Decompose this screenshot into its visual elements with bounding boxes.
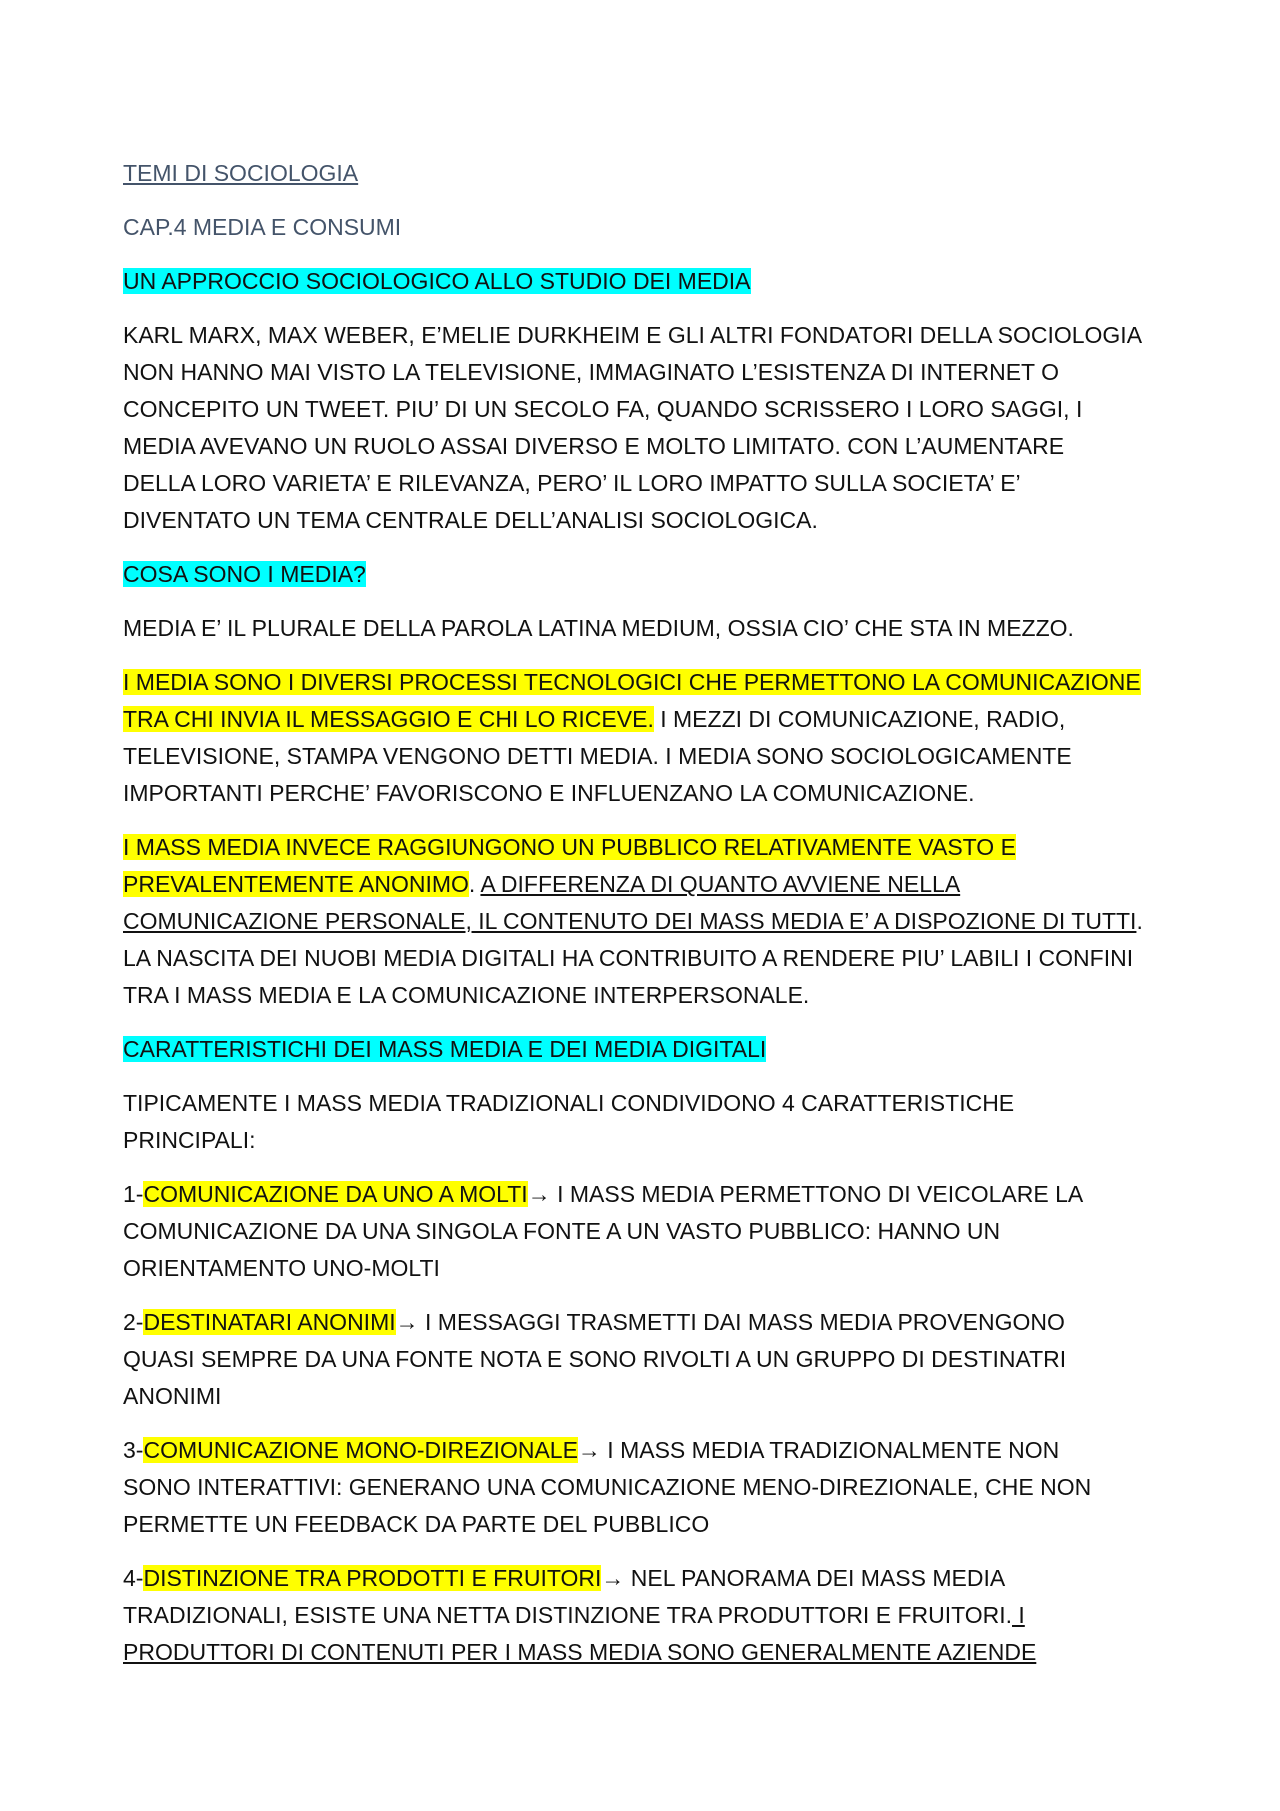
text-line: . <box>1136 908 1143 934</box>
paragraph-media-definition <box>123 610 1183 647</box>
item-number: 4- <box>123 1565 144 1591</box>
underlined-text: A DIFFERENZA DI QUANTO AVVIENE NELLA <box>480 871 961 897</box>
heading-text: UN APPROCCIO SOCIOLOGICO ALLO STUDIO DEI MEDIA <box>123 268 751 294</box>
paragraph-characteristics-intro <box>123 1085 1183 1159</box>
chapter-title <box>123 209 1183 246</box>
chapter-text: CAP.4 MEDIA E CONSUMI <box>123 214 402 240</box>
highlighted-term: COMUNICAZIONE DA UNO A MOLTI <box>143 1181 528 1207</box>
text-line: QUASI SEMPRE DA UNA FONTE NOTA E SONO RIVOLTI A UN GRUPPO DI DESTINATRI <box>123 1346 1067 1372</box>
text-line: ORIENTAMENTO UNO-MOLTI <box>123 1255 440 1281</box>
underlined-text: PRODUTTORI DI CONTENUTI PER I MASS MEDIA SONO GENERALMENTE AZIENDE <box>123 1639 1037 1665</box>
text-line: KARL MARX, MAX WEBER, E’MELIE DURKHEIM E GLI ALTRI FONDATORI DELLA SOCIOLOGIA <box>123 322 1143 348</box>
highlighted-text: TRA CHI INVIA IL MESSAGGIO E CHI LO RICEVE. <box>123 706 654 732</box>
text-line: CONCEPITO UN TWEET. PIU’ DI UN SECOLO FA, QUANDO SCRISSERO I LORO SAGGI, I <box>123 396 1083 422</box>
text-line: . <box>468 871 481 897</box>
arrow-right-icon: → <box>527 1181 551 1207</box>
text-line: MEDIA AVEVANO UN RUOLO ASSAI DIVERSO E MOLTO LIMITATO. CON L’AUMENTARE <box>123 433 1065 459</box>
item-number: 2- <box>123 1309 144 1335</box>
text-line: TRA I MASS MEDIA E LA COMUNICAZIONE INTERPERSONALE. <box>123 982 810 1008</box>
item-number: 1- <box>123 1181 144 1207</box>
text-line: IMPORTANTI PERCHE’ FAVORISCONO E INFLUENZANO LA COMUNICAZIONE. <box>123 780 975 806</box>
section-heading-characteristics <box>123 1031 1183 1068</box>
list-item-3 <box>123 1432 1183 1543</box>
underlined-text: COMUNICAZIONE PERSONALE, IL CONTENUTO DEI MASS MEDIA E’ A DISPOZIONE DI TUTTI <box>123 908 1137 934</box>
arrow-right-icon: → <box>577 1437 601 1463</box>
paragraph-founders <box>123 317 1183 539</box>
highlighted-text: I MASS MEDIA INVECE RAGGIUNGONO UN PUBBLICO RELATIVAMENTE VASTO E <box>123 834 1016 860</box>
text-line: I MEZZI DI COMUNICAZIONE, RADIO, <box>653 706 1066 732</box>
text-line: TIPICAMENTE I MASS MEDIA TRADIZIONALI CONDIVIDONO 4 CARATTERISTICHE <box>123 1090 1015 1116</box>
list-item-1 <box>123 1176 1183 1287</box>
text-line: I MASS MEDIA TRADIZIONALMENTE NON <box>600 1437 1060 1463</box>
text-line: NON HANNO MAI VISTO LA TELEVISIONE, IMMAGINATO L’ESISTENZA DI INTERNET O <box>123 359 1059 385</box>
document-page <box>123 155 1183 1688</box>
paragraph-mass-media <box>123 829 1183 1014</box>
text-line: MEDIA E’ IL PLURALE DELLA PAROLA LATINA MEDIUM, OSSIA CIO’ CHE STA IN MEZZO. <box>123 615 1074 641</box>
text-line: PERMETTE UN FEEDBACK DA PARTE DEL PUBBLICO <box>123 1511 710 1537</box>
list-item-2 <box>123 1304 1183 1415</box>
heading-text: COSA SONO I MEDIA? <box>123 561 366 587</box>
text-line: PRINCIPALI: <box>123 1127 256 1153</box>
document-title <box>123 155 1183 192</box>
text-line: DIVENTATO UN TEMA CENTRALE DELL’ANALISI SOCIOLOGICA. <box>123 507 818 533</box>
heading-text: CARATTERISTICHI DEI MASS MEDIA E DEI MEDIA DIGITALI <box>123 1036 767 1062</box>
highlighted-text: I MEDIA SONO I DIVERSI PROCESSI TECNOLOGICI CHE PERMETTONO LA COMUNICAZIONE <box>123 669 1141 695</box>
text-line: I MESSAGGI TRASMETTI DAI MASS MEDIA PROVENGONO <box>418 1309 1065 1335</box>
paragraph-media-processes <box>123 664 1183 812</box>
highlighted-term: COMUNICAZIONE MONO-DIREZIONALE <box>143 1437 578 1463</box>
text-line: ANONIMI <box>123 1383 222 1409</box>
highlighted-term: DISTINZIONE TRA PRODOTTI E FRUITORI <box>143 1565 602 1591</box>
text-line: DELLA LORO VARIETA’ E RILEVANZA, PERO’ IL LORO IMPATTO SULLA SOCIETA’ E’ <box>123 470 1021 496</box>
section-heading-approach <box>123 263 1183 300</box>
title-text: TEMI DI SOCIOLOGIA <box>123 160 359 186</box>
highlighted-term: DESTINATARI ANONIMI <box>143 1309 396 1335</box>
list-item-4 <box>123 1560 1183 1671</box>
section-heading-what-are-media <box>123 556 1183 593</box>
arrow-right-icon: → <box>601 1565 625 1591</box>
highlighted-text: PREVALENTEMENTE ANONIMO <box>123 871 469 897</box>
text-line: COMUNICAZIONE DA UNA SINGOLA FONTE A UN VASTO PUBBLICO: HANNO UN <box>123 1218 1001 1244</box>
item-number: 3- <box>123 1437 144 1463</box>
text-line: NEL PANORAMA DEI MASS MEDIA <box>624 1565 1006 1591</box>
text-line: TELEVISIONE, STAMPA VENGONO DETTI MEDIA. I MEDIA SONO SOCIOLOGICAMENTE <box>123 743 1072 769</box>
text-line: TRADIZIONALI, ESISTE UNA NETTA DISTINZIONE TRA PRODUTTORI E FRUITORI. <box>123 1602 1013 1628</box>
underlined-text: I <box>1012 1602 1025 1628</box>
arrow-right-icon: → <box>395 1309 419 1335</box>
text-line: I MASS MEDIA PERMETTONO DI VEICOLARE LA <box>550 1181 1084 1207</box>
text-line: LA NASCITA DEI NUOBI MEDIA DIGITALI HA CONTRIBUITO A RENDERE PIU’ LABILI I CONFINI <box>123 945 1134 971</box>
text-line: SONO INTERATTIVI: GENERANO UNA COMUNICAZIONE MENO-DIREZIONALE, CHE NON <box>123 1474 1092 1500</box>
